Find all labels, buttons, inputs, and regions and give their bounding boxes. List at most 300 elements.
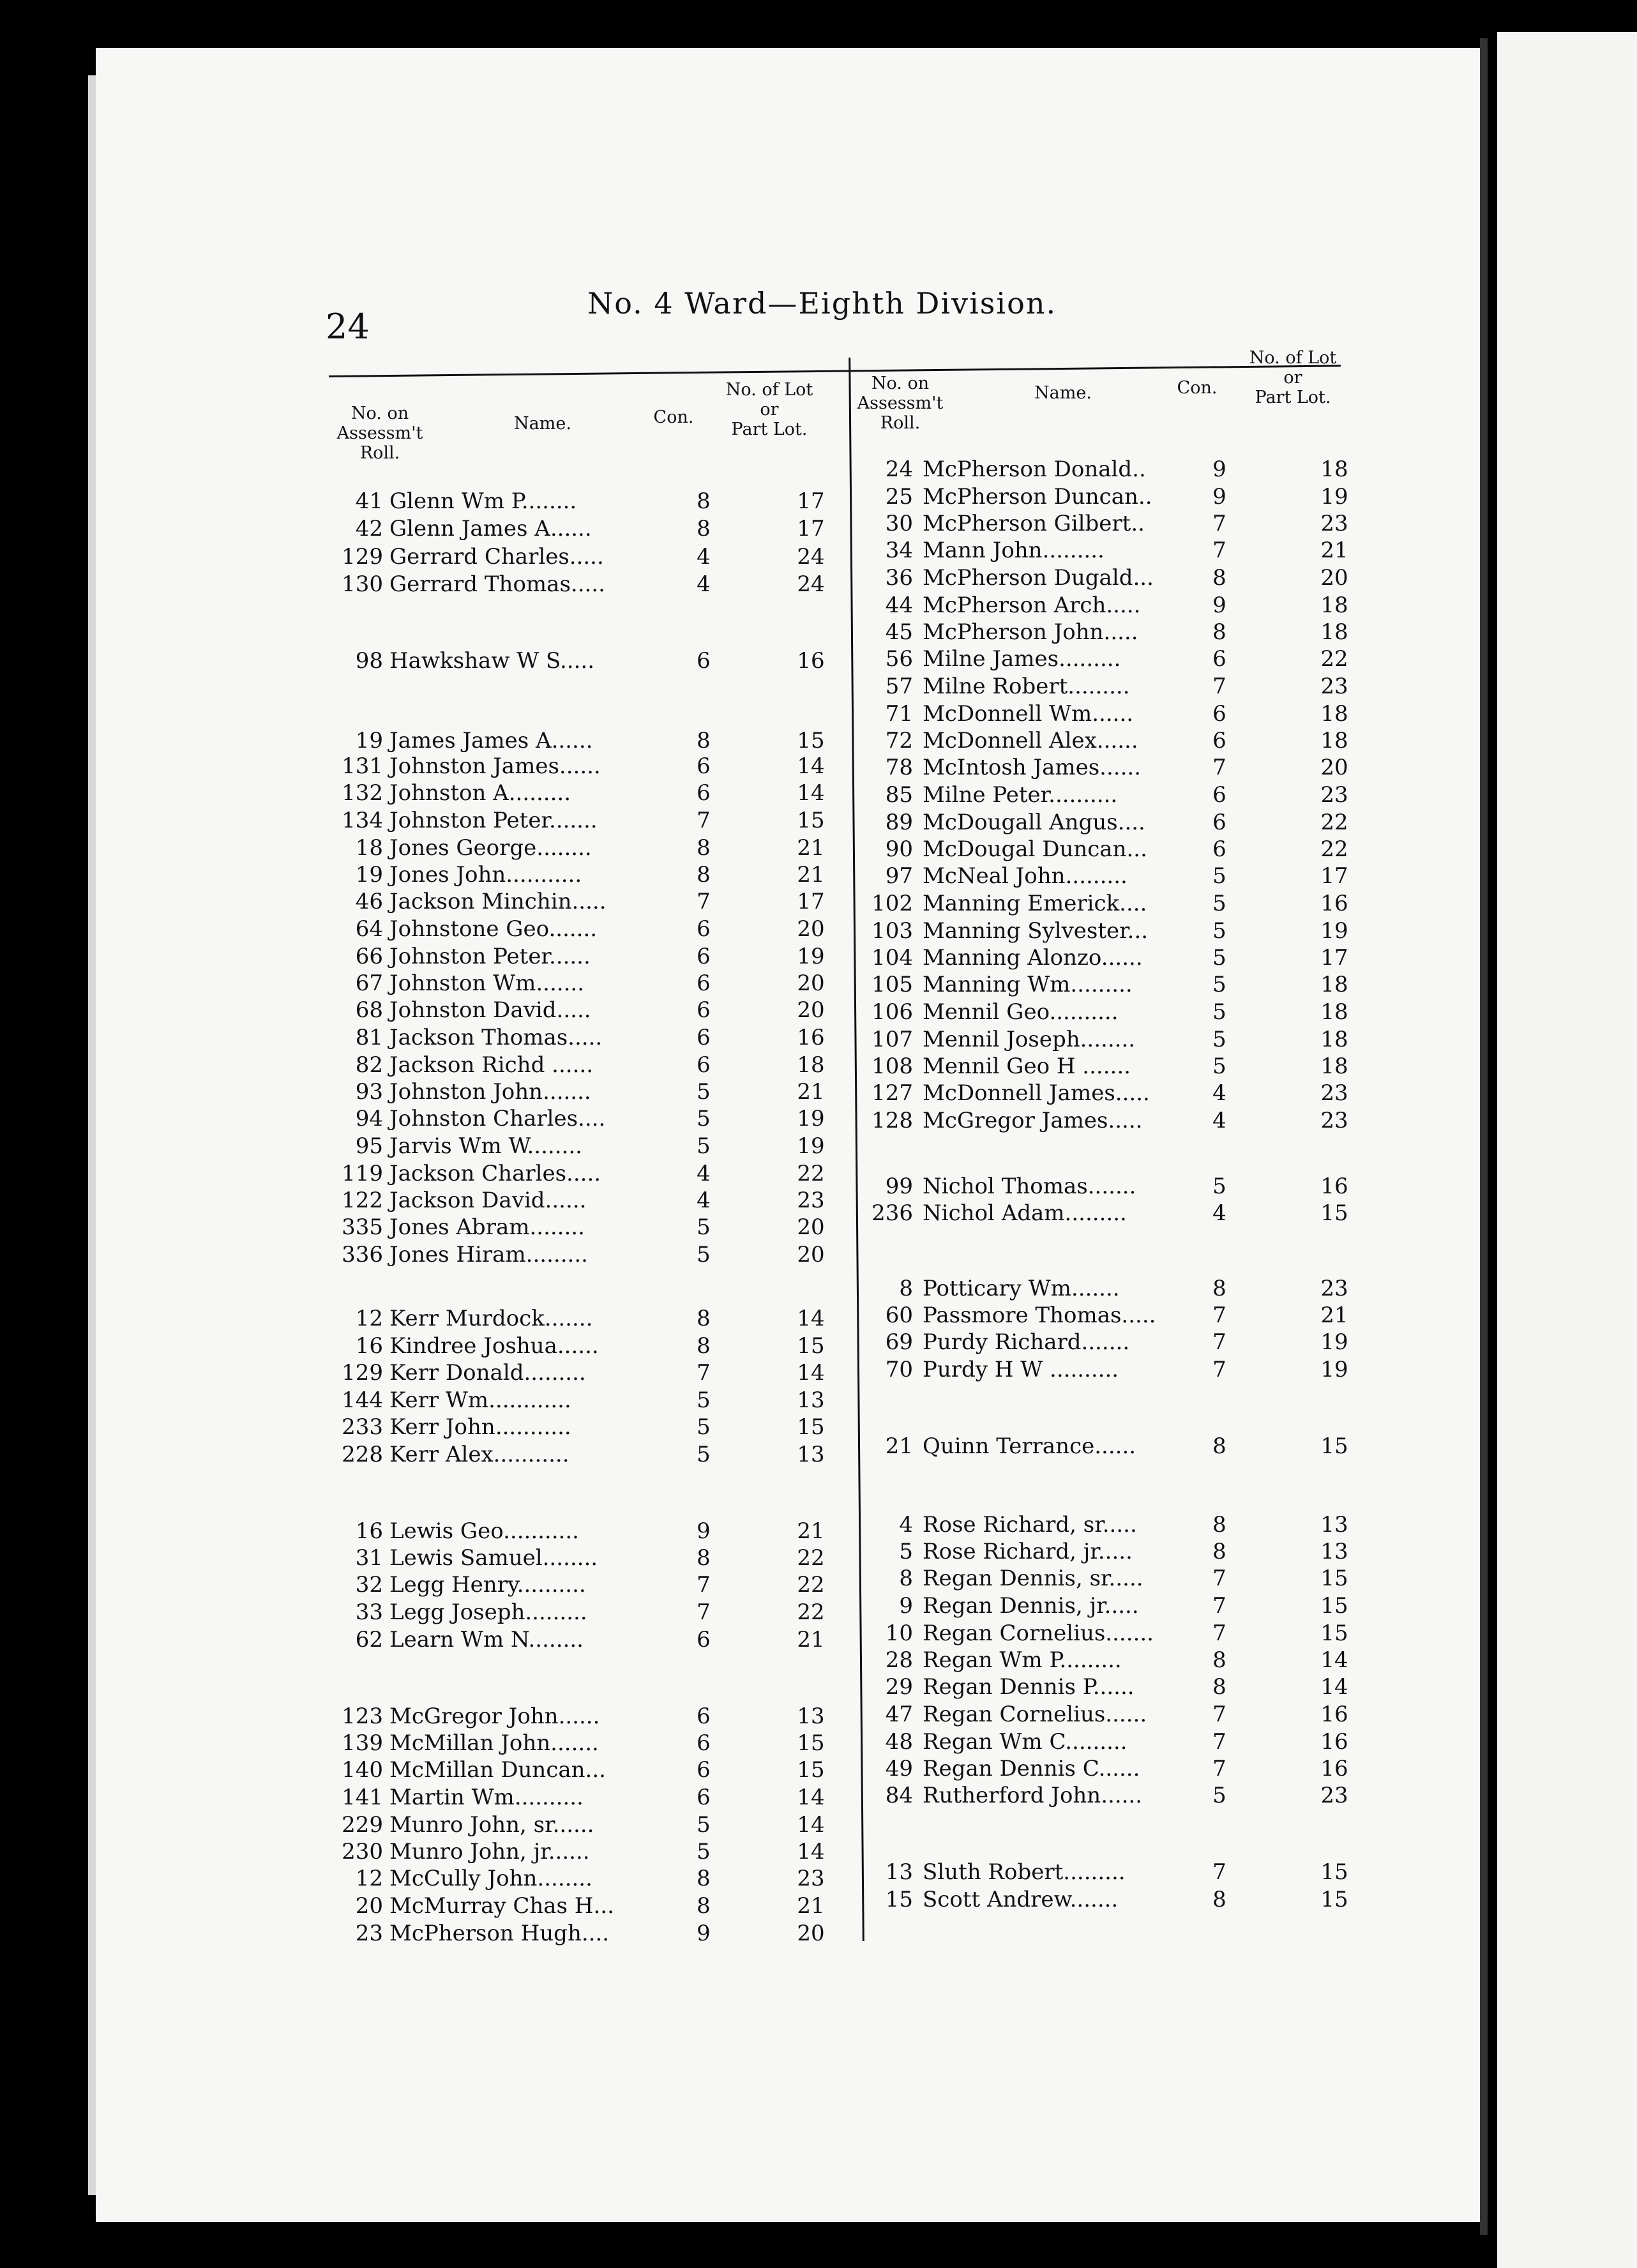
lot-value: 18 <box>1320 972 1348 997</box>
con-value: 7 <box>1212 1357 1226 1382</box>
right-table-row <box>0 619 1637 645</box>
entry-name: Jones George........ <box>389 835 592 861</box>
lot-value: 17 <box>1320 863 1348 889</box>
roll-number: 67 <box>355 971 383 996</box>
entry-name: Jackson Richd ...... <box>389 1052 593 1078</box>
lot-value: 15 <box>797 1333 825 1359</box>
page-number: 24 <box>326 306 370 347</box>
entry-name: McIntosh James...... <box>923 755 1142 780</box>
left-roll-header: No. on Assessm't Roll. <box>336 404 423 463</box>
lot-value: 23 <box>1320 1108 1348 1133</box>
right-table-row <box>0 511 1637 536</box>
con-value: 6 <box>697 1785 711 1810</box>
entry-name: Munro John, sr...... <box>389 1812 594 1838</box>
lot-value: 18 <box>1320 457 1348 482</box>
entry-name: Manning Wm......... <box>923 972 1133 997</box>
roll-number: 15 <box>885 1887 913 1912</box>
entry-name: Learn Wm N........ <box>389 1627 584 1652</box>
roll-number: 62 <box>355 1627 383 1652</box>
lot-value: 13 <box>1320 1512 1348 1538</box>
con-value: 6 <box>1212 836 1226 862</box>
entry-name: McDonnell Wm...... <box>923 701 1134 727</box>
roll-number: 56 <box>885 646 913 672</box>
entry-name: Purdy H W .......... <box>923 1357 1119 1382</box>
con-value: 7 <box>697 1599 711 1625</box>
lot-value: 19 <box>797 1106 825 1131</box>
con-value: 8 <box>1212 1512 1226 1538</box>
con-value: 7 <box>1212 1859 1226 1885</box>
con-value: 5 <box>697 1106 711 1131</box>
right-table-row <box>0 1566 1637 1591</box>
entry-name: Gerrard Charles..... <box>389 544 604 570</box>
con-value: 6 <box>697 997 711 1023</box>
entry-name: Manning Sylvester... <box>923 918 1149 944</box>
entry-name: McGregor James..... <box>923 1108 1143 1133</box>
entry-name: McCully John........ <box>389 1866 592 1891</box>
roll-number: 10 <box>885 1621 913 1646</box>
right-table-row <box>0 593 1637 618</box>
right-table-row <box>0 999 1637 1025</box>
con-value: 7 <box>1212 674 1226 699</box>
entry-name: Sluth Robert......... <box>923 1859 1126 1885</box>
con-value: 7 <box>1212 1566 1226 1591</box>
roll-number: 78 <box>885 755 913 780</box>
roll-number: 31 <box>355 1545 383 1571</box>
lot-value: 18 <box>1320 1054 1348 1079</box>
roll-number: 24 <box>885 457 913 482</box>
right-table-row <box>0 1108 1637 1133</box>
right-table-row <box>0 457 1637 482</box>
roll-number: 85 <box>885 782 913 808</box>
lot-value: 15 <box>1320 1200 1348 1226</box>
con-value: 6 <box>1212 646 1226 672</box>
entry-name: Regan Dennis P...... <box>923 1674 1135 1700</box>
roll-number: 47 <box>885 1702 913 1727</box>
right-table-row <box>0 728 1637 753</box>
lot-value: 24 <box>797 544 825 570</box>
left-con-header: Con. <box>653 407 694 427</box>
lot-value: 18 <box>1320 1027 1348 1052</box>
con-value: 4 <box>1212 1080 1226 1106</box>
entry-name: Martin Wm.......... <box>389 1785 584 1810</box>
lot-value: 16 <box>797 648 825 674</box>
entry-name: Johnstone Geo....... <box>389 916 598 942</box>
entry-name: Purdy Richard....... <box>923 1329 1130 1355</box>
con-value: 9 <box>1212 484 1226 510</box>
roll-number: 19 <box>355 862 383 888</box>
roll-number: 46 <box>355 889 383 914</box>
lot-value: 15 <box>1320 1433 1348 1459</box>
right-table-row <box>0 1756 1637 1781</box>
con-value: 5 <box>697 1242 711 1267</box>
con-value: 6 <box>697 753 711 779</box>
roll-number: 57 <box>885 674 913 699</box>
con-value: 8 <box>697 488 711 514</box>
entry-name: Manning Emerick.... <box>923 891 1147 916</box>
con-value: 8 <box>697 1306 711 1331</box>
roll-number: 94 <box>355 1106 383 1131</box>
lot-value: 22 <box>1320 836 1348 862</box>
con-value: 7 <box>1212 538 1226 563</box>
con-value: 8 <box>697 1545 711 1571</box>
lot-value: 16 <box>1320 891 1348 916</box>
roll-number: 129 <box>342 1360 383 1386</box>
entry-name: Legg Joseph......... <box>389 1599 587 1625</box>
roll-number: 25 <box>885 484 913 510</box>
right-table-row <box>0 1080 1637 1106</box>
entry-name: Regan Wm P......... <box>923 1647 1122 1673</box>
con-value: 5 <box>697 1442 711 1467</box>
entry-name: Nichol Adam......... <box>923 1200 1127 1226</box>
roll-number: 41 <box>355 488 383 514</box>
lot-value: 21 <box>797 1518 825 1544</box>
roll-number: 236 <box>871 1200 913 1226</box>
lot-value: 17 <box>1320 945 1348 971</box>
lot-value: 15 <box>797 1757 825 1783</box>
con-value: 8 <box>1212 1433 1226 1459</box>
entry-name: Regan Cornelius...... <box>923 1702 1147 1727</box>
roll-number: 8 <box>899 1566 913 1591</box>
con-value: 7 <box>1212 1702 1226 1727</box>
right-roll-header: No. on Assessm't Roll. <box>857 374 944 433</box>
con-value: 6 <box>697 916 711 942</box>
right-table-row <box>0 1783 1637 1808</box>
roll-number: 66 <box>355 944 383 969</box>
roll-number: 230 <box>342 1839 383 1864</box>
entry-name: Kerr Donald......... <box>389 1360 586 1386</box>
entry-name: McGregor John...... <box>389 1704 600 1729</box>
right-table-row <box>0 1433 1637 1459</box>
roll-number: 69 <box>885 1329 913 1355</box>
con-value: 5 <box>697 1812 711 1838</box>
entry-name: McPherson Donald.. <box>923 457 1146 482</box>
right-table-row <box>0 1674 1637 1700</box>
roll-number: 98 <box>355 648 383 674</box>
con-value: 7 <box>1212 1329 1226 1355</box>
lot-value: 23 <box>1320 1783 1348 1808</box>
right-table-row <box>0 782 1637 808</box>
right-table-row <box>0 1621 1637 1646</box>
roll-number: 20 <box>355 1893 383 1919</box>
right-table-row <box>0 1647 1637 1673</box>
roll-number: 129 <box>342 544 383 570</box>
con-value: 8 <box>697 1893 711 1919</box>
entry-name: Johnston Wm....... <box>389 971 585 996</box>
roll-number: 60 <box>885 1303 913 1328</box>
roll-number: 122 <box>342 1188 383 1213</box>
con-value: 7 <box>1212 511 1226 536</box>
lot-value: 16 <box>797 1025 825 1050</box>
lot-value: 17 <box>797 889 825 914</box>
right-table-row <box>0 1593 1637 1619</box>
con-value: 5 <box>1212 972 1226 997</box>
entry-name: Mann John......... <box>923 538 1105 563</box>
roll-number: 18 <box>355 835 383 861</box>
roll-number: 139 <box>342 1730 383 1756</box>
roll-number: 81 <box>355 1025 383 1050</box>
con-value: 7 <box>1212 1593 1226 1619</box>
lot-value: 15 <box>1320 1593 1348 1619</box>
con-value: 5 <box>1212 1027 1226 1052</box>
entry-name: Mennil Geo H ....... <box>923 1054 1131 1079</box>
right-table-row <box>0 1276 1637 1301</box>
entry-name: McPherson John..... <box>923 619 1138 645</box>
lot-value: 23 <box>1320 782 1348 808</box>
roll-number: 128 <box>871 1108 913 1133</box>
lot-value: 14 <box>797 1360 825 1386</box>
con-value: 8 <box>1212 1674 1226 1700</box>
con-value: 9 <box>697 1518 711 1544</box>
con-value: 8 <box>697 1866 711 1891</box>
con-value: 4 <box>697 544 711 570</box>
entry-name: Kindree Joshua...... <box>389 1333 599 1359</box>
right-table-row <box>0 945 1637 971</box>
lot-value: 14 <box>1320 1674 1348 1700</box>
lot-value: 23 <box>1320 1080 1348 1106</box>
lot-value: 16 <box>1320 1174 1348 1199</box>
lot-value: 21 <box>797 835 825 861</box>
con-value: 5 <box>697 1133 711 1159</box>
left-table-row <box>0 1812 1637 1838</box>
lot-value: 13 <box>1320 1539 1348 1564</box>
right-table-row <box>0 972 1637 997</box>
lot-value: 15 <box>1320 1621 1348 1646</box>
con-value: 6 <box>697 648 711 674</box>
con-value: 5 <box>1212 945 1226 971</box>
con-value: 8 <box>1212 1647 1226 1673</box>
lot-value: 17 <box>797 516 825 541</box>
entry-name: McDonnell Alex...... <box>923 728 1138 753</box>
lot-value: 15 <box>797 808 825 833</box>
entry-name: McPherson Arch..... <box>923 593 1141 618</box>
con-value: 5 <box>1212 1174 1226 1199</box>
entry-name: McPherson Duncan.. <box>923 484 1152 510</box>
right-table-row <box>0 565 1637 591</box>
lot-value: 22 <box>797 1572 825 1598</box>
lot-value: 17 <box>797 488 825 514</box>
entry-name: Jackson Minchin..... <box>389 889 607 914</box>
entry-name: Jackson David...... <box>389 1188 587 1213</box>
roll-number: 127 <box>871 1080 913 1106</box>
lot-value: 20 <box>797 1921 825 1946</box>
lot-value: 16 <box>1320 1729 1348 1755</box>
right-table-row <box>0 1303 1637 1328</box>
roll-number: 42 <box>355 516 383 541</box>
con-value: 6 <box>697 1704 711 1729</box>
con-value: 8 <box>697 1333 711 1359</box>
right-table-row <box>0 1027 1637 1052</box>
entry-name: McMurray Chas H... <box>389 1893 614 1919</box>
roll-number: 68 <box>355 997 383 1023</box>
lot-value: 20 <box>797 971 825 996</box>
con-value: 7 <box>697 808 711 833</box>
con-value: 7 <box>1212 1621 1226 1646</box>
lot-value: 19 <box>1320 1329 1348 1355</box>
con-value: 5 <box>1212 1783 1226 1808</box>
con-value: 6 <box>697 971 711 996</box>
con-value: 9 <box>1212 593 1226 618</box>
entry-name: Lewis Geo........... <box>389 1518 579 1544</box>
lot-value: 21 <box>1320 1303 1348 1328</box>
left-name-header: Name. <box>514 414 571 434</box>
entry-name: Kerr Murdock....... <box>389 1306 593 1331</box>
con-value: 5 <box>1212 1054 1226 1079</box>
right-table-row <box>0 1702 1637 1727</box>
roll-number: 8 <box>899 1276 913 1301</box>
entry-name: Jones John........... <box>389 862 582 888</box>
con-value: 7 <box>697 1360 711 1386</box>
roll-number: 93 <box>355 1079 383 1105</box>
con-value: 6 <box>697 780 711 806</box>
lot-value: 22 <box>797 1545 825 1571</box>
lot-value: 15 <box>797 1414 825 1440</box>
con-value: 6 <box>697 1025 711 1050</box>
entry-name: Jones Hiram......... <box>389 1242 588 1267</box>
lot-value: 23 <box>1320 674 1348 699</box>
lot-value: 23 <box>1320 1276 1348 1301</box>
con-value: 5 <box>697 1414 711 1440</box>
lot-value: 21 <box>797 1079 825 1105</box>
entry-name: McDougall Angus.... <box>923 810 1145 835</box>
con-value: 4 <box>697 1161 711 1186</box>
roll-number: 45 <box>885 619 913 645</box>
con-value: 6 <box>1212 782 1226 808</box>
right-table-row <box>0 646 1637 672</box>
entry-name: McPherson Hugh.... <box>389 1921 610 1946</box>
con-value: 6 <box>697 1627 711 1652</box>
left-table-row <box>0 1133 1637 1159</box>
entry-name: Hawkshaw W S..... <box>389 648 595 674</box>
roll-number: 103 <box>871 918 913 944</box>
entry-name: Mennil Geo.......... <box>923 999 1119 1025</box>
con-value: 6 <box>697 1730 711 1756</box>
left-table-row <box>0 1387 1637 1413</box>
entry-name: Rose Richard, sr..... <box>923 1512 1137 1538</box>
roll-number: 104 <box>871 945 913 971</box>
entry-name: James James A...... <box>389 728 593 753</box>
roll-number: 82 <box>355 1052 383 1078</box>
entry-name: Gerrard Thomas..... <box>389 571 605 597</box>
entry-name: Regan Dennis, sr..... <box>923 1566 1143 1591</box>
roll-number: 13 <box>885 1859 913 1885</box>
right-table-row <box>0 1329 1637 1355</box>
lot-value: 14 <box>797 1812 825 1838</box>
roll-number: 16 <box>355 1333 383 1359</box>
lot-value: 19 <box>797 944 825 969</box>
entry-name: Regan Cornelius....... <box>923 1621 1154 1646</box>
entry-name: Milne Robert......... <box>923 674 1130 699</box>
entry-name: Regan Dennis C...... <box>923 1756 1140 1781</box>
con-value: 5 <box>697 1214 711 1240</box>
entry-name: Kerr John........... <box>389 1414 571 1440</box>
lot-value: 14 <box>797 1839 825 1864</box>
entry-name: Jarvis Wm W........ <box>389 1133 582 1159</box>
con-value: 4 <box>1212 1200 1226 1226</box>
con-value: 7 <box>1212 1756 1226 1781</box>
right-table-row <box>0 484 1637 510</box>
roll-number: 140 <box>342 1757 383 1783</box>
entry-name: McPherson Dugald... <box>923 565 1154 591</box>
con-value: 8 <box>1212 565 1226 591</box>
con-value: 8 <box>697 728 711 753</box>
roll-number: 36 <box>885 565 913 591</box>
con-value: 4 <box>1212 1108 1226 1133</box>
lot-value: 13 <box>797 1704 825 1729</box>
lot-value: 19 <box>1320 1357 1348 1382</box>
right-table-row <box>0 1887 1637 1912</box>
right-table-row <box>0 755 1637 780</box>
roll-number: 64 <box>355 916 383 942</box>
right-table-row <box>0 538 1637 563</box>
right-table-row <box>0 1174 1637 1199</box>
roll-number: 90 <box>885 836 913 862</box>
roll-number: 102 <box>871 891 913 916</box>
roll-number: 229 <box>342 1812 383 1838</box>
entry-name: Jackson Thomas..... <box>389 1025 603 1050</box>
lot-value: 19 <box>1320 484 1348 510</box>
roll-number: 32 <box>355 1572 383 1598</box>
entry-name: Scott Andrew....... <box>923 1887 1119 1912</box>
lot-value: 22 <box>797 1161 825 1186</box>
right-table-row <box>0 1729 1637 1755</box>
roll-number: 19 <box>355 728 383 753</box>
lot-value: 24 <box>797 571 825 597</box>
lot-value: 23 <box>797 1866 825 1891</box>
lot-value: 21 <box>797 862 825 888</box>
lot-value: 18 <box>1320 728 1348 753</box>
lot-value: 21 <box>797 1627 825 1652</box>
left-table-row <box>0 1242 1637 1267</box>
entry-name: McDougal Duncan... <box>923 836 1147 862</box>
lot-value: 14 <box>1320 1647 1348 1673</box>
entry-name: Mennil Joseph........ <box>923 1027 1136 1052</box>
entry-name: Johnston Peter...... <box>389 944 591 969</box>
roll-number: 97 <box>885 863 913 889</box>
right-table-row <box>0 863 1637 889</box>
right-name-header: Name. <box>1034 383 1092 403</box>
con-value: 7 <box>1212 1303 1226 1328</box>
lot-value: 15 <box>1320 1887 1348 1912</box>
roll-number: 49 <box>885 1756 913 1781</box>
con-value: 5 <box>1212 863 1226 889</box>
roll-number: 71 <box>885 701 913 727</box>
roll-number: 29 <box>885 1674 913 1700</box>
right-table-row <box>0 701 1637 727</box>
lot-value: 18 <box>1320 619 1348 645</box>
entry-name: McPherson Gilbert.. <box>923 511 1145 536</box>
lot-value: 19 <box>1320 918 1348 944</box>
roll-number: 23 <box>355 1921 383 1946</box>
roll-number: 228 <box>342 1442 383 1467</box>
entry-name: Johnston John....... <box>389 1079 591 1105</box>
left-table-row <box>0 1921 1637 1946</box>
roll-number: 144 <box>342 1387 383 1413</box>
entry-name: Milne Peter.......... <box>923 782 1118 808</box>
roll-number: 44 <box>885 593 913 618</box>
lot-value: 20 <box>797 997 825 1023</box>
lot-value: 14 <box>797 753 825 779</box>
con-value: 5 <box>697 1839 711 1864</box>
roll-number: 12 <box>355 1866 383 1891</box>
lot-value: 13 <box>797 1387 825 1413</box>
entry-name: McDonnell James..... <box>923 1080 1150 1106</box>
roll-number: 70 <box>885 1357 913 1382</box>
con-value: 6 <box>697 1757 711 1783</box>
lot-value: 20 <box>1320 565 1348 591</box>
con-value: 6 <box>1212 701 1226 727</box>
right-table-row <box>0 1512 1637 1538</box>
lot-value: 18 <box>1320 999 1348 1025</box>
